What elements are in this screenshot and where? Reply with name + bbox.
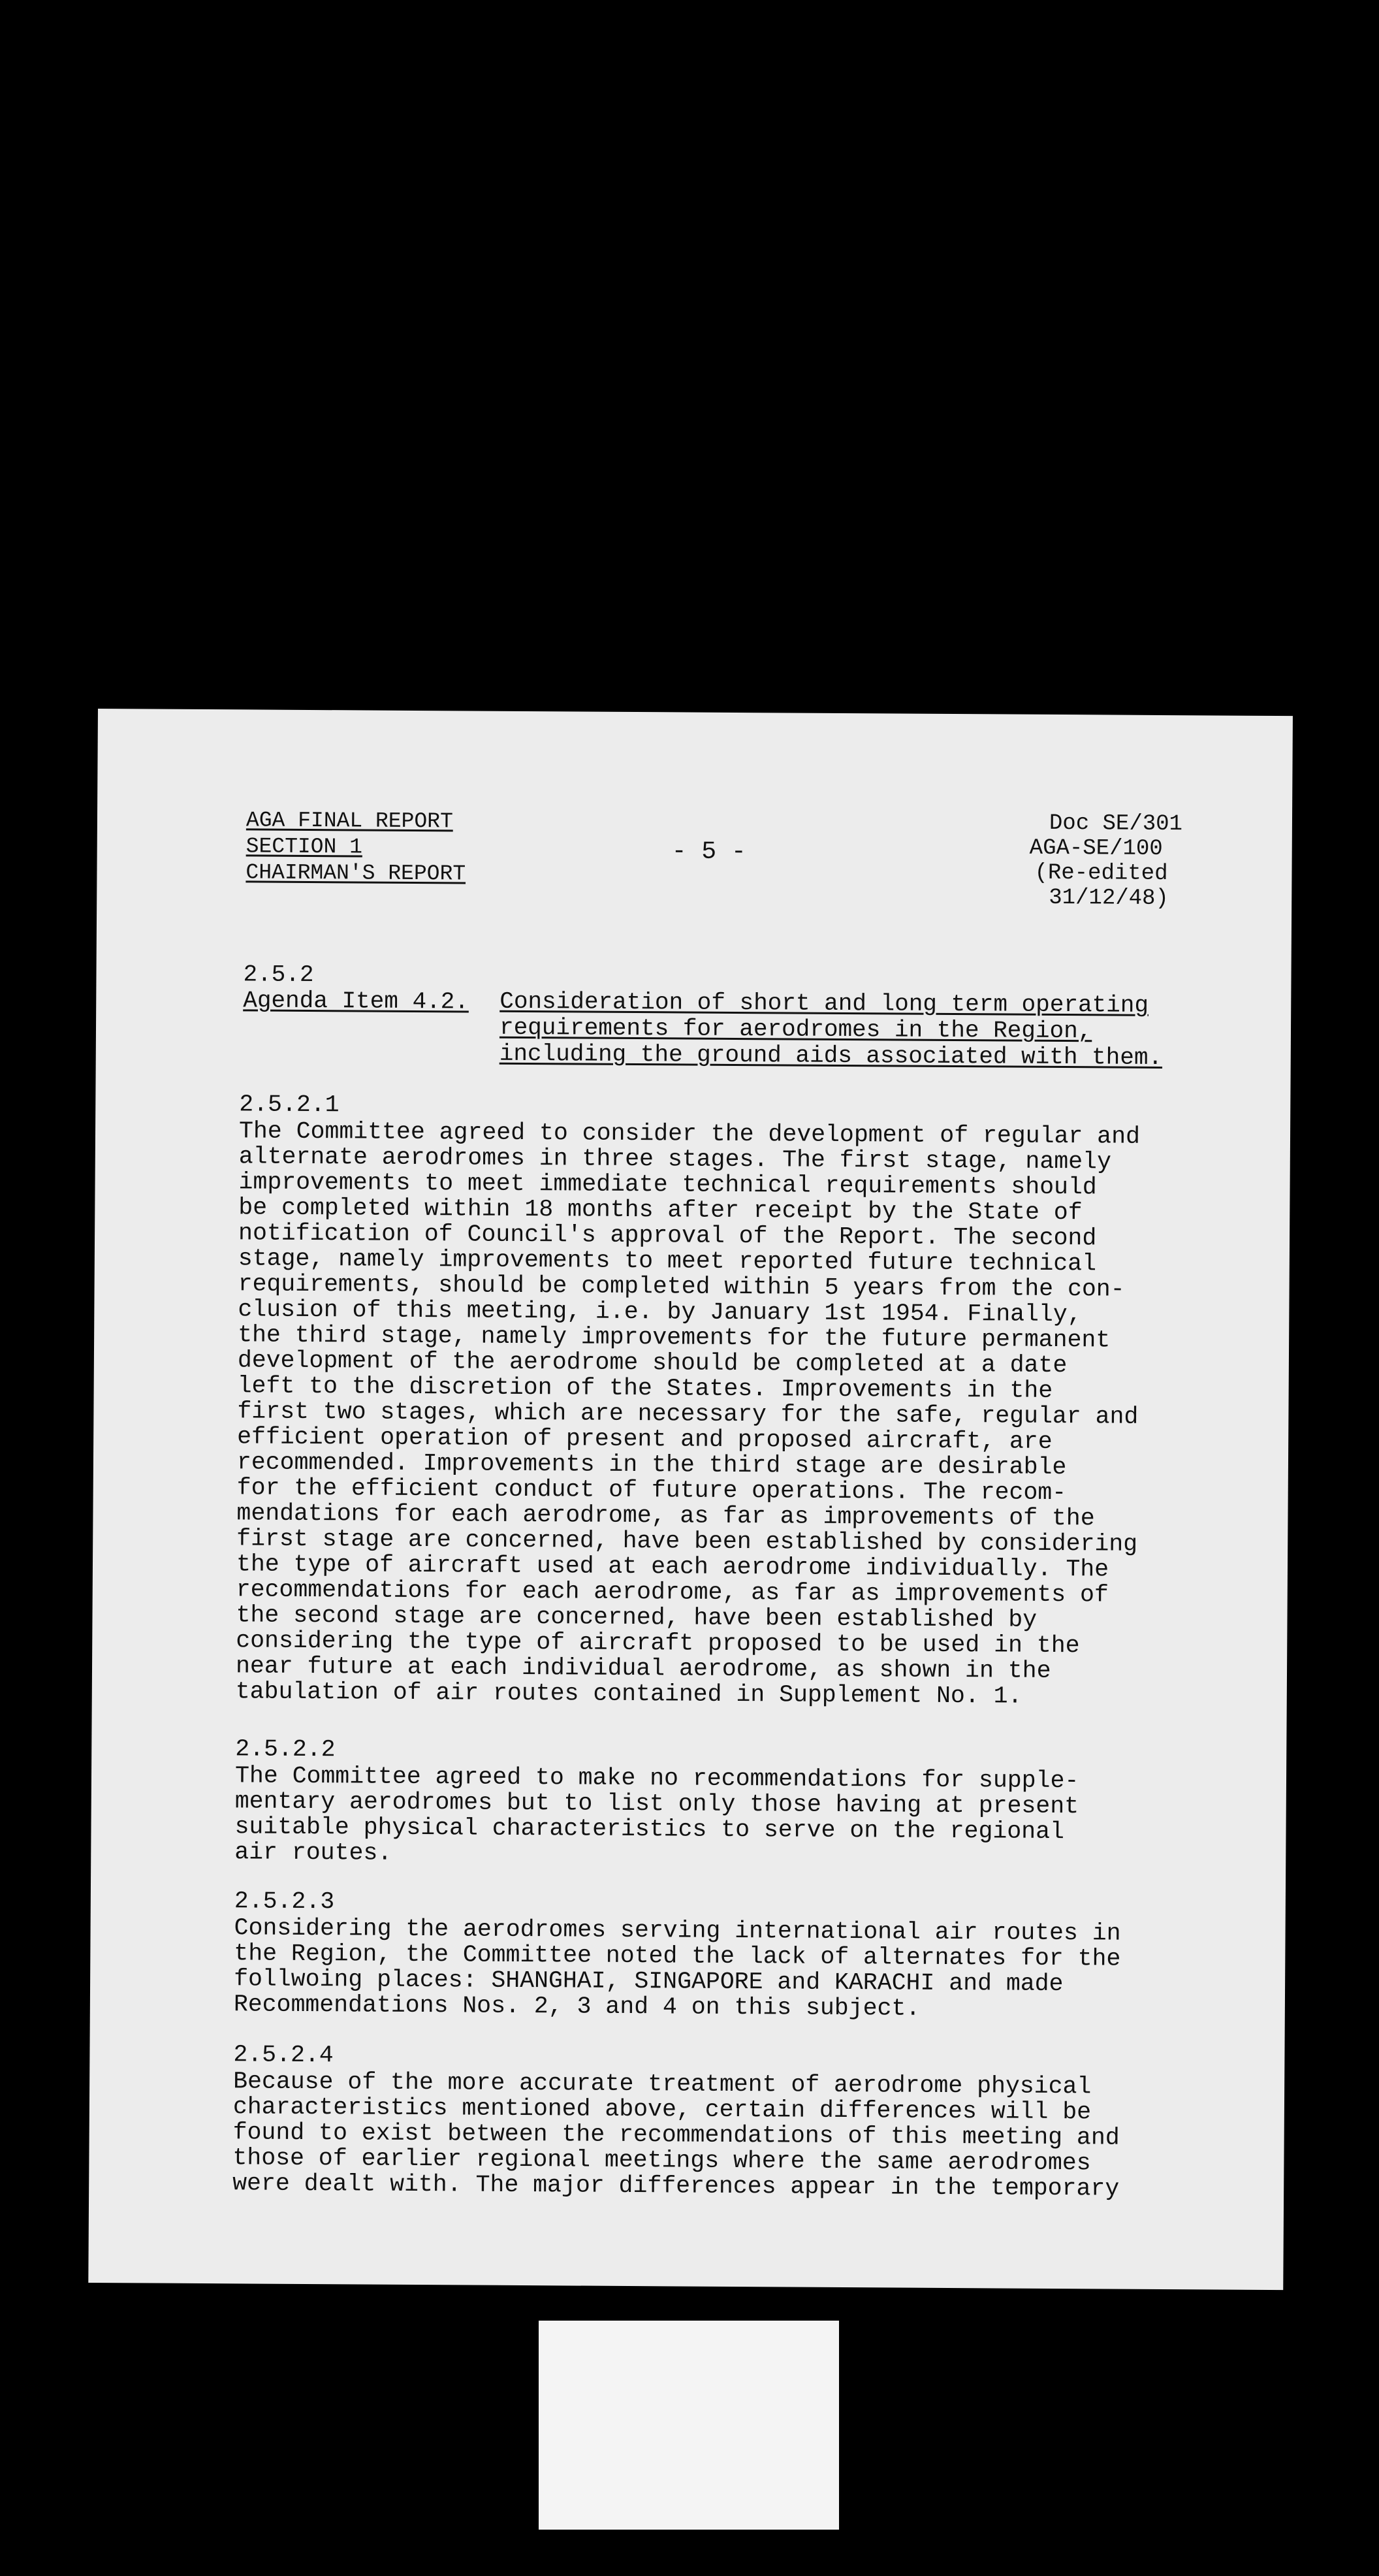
paragraph-line: air routes. xyxy=(234,1839,392,1867)
paragraph-line: improvements to meet immediate technical requirements should xyxy=(238,1168,1097,1201)
header-section: SECTION 1 xyxy=(246,834,363,860)
paragraph-line: left to the discretion of the States. Improvements in the xyxy=(237,1372,1053,1404)
paragraph-line: suitable physical characteristics to serve on the regional xyxy=(234,1813,1065,1846)
paragraph-line: Considering the aerodromes serving international air routes in xyxy=(234,1914,1121,1947)
paragraph-line: first two stages, which are necessary for the safe, regular and xyxy=(237,1398,1139,1430)
paragraph-line: development of the aerodrome should be completed at a date xyxy=(237,1347,1068,1379)
agenda-item-title xyxy=(499,989,1163,1071)
doc-reference: AGA-SE/100 xyxy=(1029,835,1163,861)
header-report-title: AGA FINAL REPORT xyxy=(246,808,453,834)
paragraph-line: found to exist between the recommendations of this meeting and xyxy=(232,2119,1120,2151)
paragraph-line: requirements, should be completed within 5 years from the con- xyxy=(238,1270,1125,1303)
paragraph-number: 2.5.2.4 xyxy=(233,2041,334,2069)
paragraph-line: near future at each individual aerodrome, as shown in the xyxy=(235,1652,1051,1684)
paragraph-line: recommendations for each aerodrome, as far as improvements of xyxy=(236,1576,1109,1609)
paragraph-line: The Committee agreed to consider the development of regular and xyxy=(238,1118,1141,1150)
header-left xyxy=(246,807,466,887)
paragraph-number: 2.5.2.1 xyxy=(239,1091,340,1119)
paragraph-line: follwoing places: SHANGHAI, SINGAPORE and KARACHI and made xyxy=(233,1965,1064,1998)
paragraph-line: Because of the more accurate treatment of aerodrome physical xyxy=(233,2068,1092,2101)
agenda-title-line: including the ground aids associated with them. xyxy=(499,1040,1163,1071)
agenda-item-label: Agenda Item 4.2. xyxy=(243,987,469,1016)
paragraph-line: those of earlier regional meetings where the same aerodromes xyxy=(232,2144,1091,2177)
paragraph-line: be completed within 18 months after receipt by the State of xyxy=(238,1194,1083,1227)
paragraph-line: considering the type of aircraft proposed to be used in the xyxy=(236,1627,1080,1660)
paragraph-number: 2.5.2.2 xyxy=(235,1735,336,1763)
paragraph-line: the type of aircraft used at each aerodrome individually. The xyxy=(236,1551,1109,1583)
paragraph-line: tabulation of air routes contained in Supplement No. 1. xyxy=(235,1678,1022,1710)
paragraph-line: stage, namely improvements to meet reported future technical xyxy=(238,1245,1097,1278)
paragraph-line: recommended. Improvements in the third stage are desirable xyxy=(236,1449,1067,1481)
paragraph-line: The Committee agreed to make no recommendations for supple- xyxy=(234,1762,1079,1795)
paragraph-line: were dealt with. The major differences appear in the temporary xyxy=(232,2170,1120,2202)
paragraph-2-5-2-2 xyxy=(234,1736,1079,1870)
paragraph-line: first stage are concerned, have been established by considering xyxy=(236,1525,1138,1558)
paragraph-line: for the efficient conduct of future operations. The recom- xyxy=(236,1474,1067,1507)
agenda-title-line: requirements for aerodromes in the Region, xyxy=(499,1014,1092,1045)
paragraph-line: Recommendations Nos. 2, 3 and 4 on this subject. xyxy=(233,1991,921,2022)
paragraph-2-5-2-4 xyxy=(232,2042,1120,2201)
re-edited-date: 31/12/48) xyxy=(1049,885,1169,912)
blank-card xyxy=(539,2321,839,2530)
paragraph-line: efficient operation of present and proposed aircraft, are xyxy=(237,1423,1053,1455)
paragraph-line: characteristics mentioned above, certain differences will be xyxy=(232,2093,1092,2126)
paragraph-line: mentary aerodromes but to list only those having at present xyxy=(234,1788,1079,1820)
paragraph-line: the Region, the Committee noted the lack of alternates for the xyxy=(234,1940,1121,1972)
paragraph-line: alternate aerodromes in three stages. The first stage, namely xyxy=(238,1143,1112,1176)
document-page xyxy=(88,709,1293,2290)
re-edited-label: (Re-edited xyxy=(1034,860,1168,887)
header-chairman-report: CHAIRMAN'S REPORT xyxy=(246,860,466,886)
doc-number: Doc SE/301 xyxy=(1049,811,1183,837)
paragraph-line: notification of Council's approval of the Report. The second xyxy=(238,1219,1097,1252)
paragraph-line: the third stage, namely improvements for the future permanent xyxy=(238,1321,1111,1354)
paragraph-line: mendations for each aerodrome, as far as improvements of the xyxy=(236,1500,1095,1532)
paragraph-2-5-2-1 xyxy=(236,1091,1141,1709)
paragraph-number: 2.5.2.3 xyxy=(234,1888,335,1916)
header-right xyxy=(1029,811,1182,911)
paragraph-line: clusion of this meeting, i.e. by January 1st 1954. Finally, xyxy=(238,1296,1082,1328)
paragraph-2-5-2-3 xyxy=(234,1888,1121,2022)
page-number: - 5 - xyxy=(671,837,746,867)
section-number: 2.5.2 xyxy=(243,961,314,989)
agenda-title-line: Consideration of short and long term operating xyxy=(499,988,1149,1019)
paragraph-line: the second stage are concerned, have been established by xyxy=(236,1602,1038,1634)
